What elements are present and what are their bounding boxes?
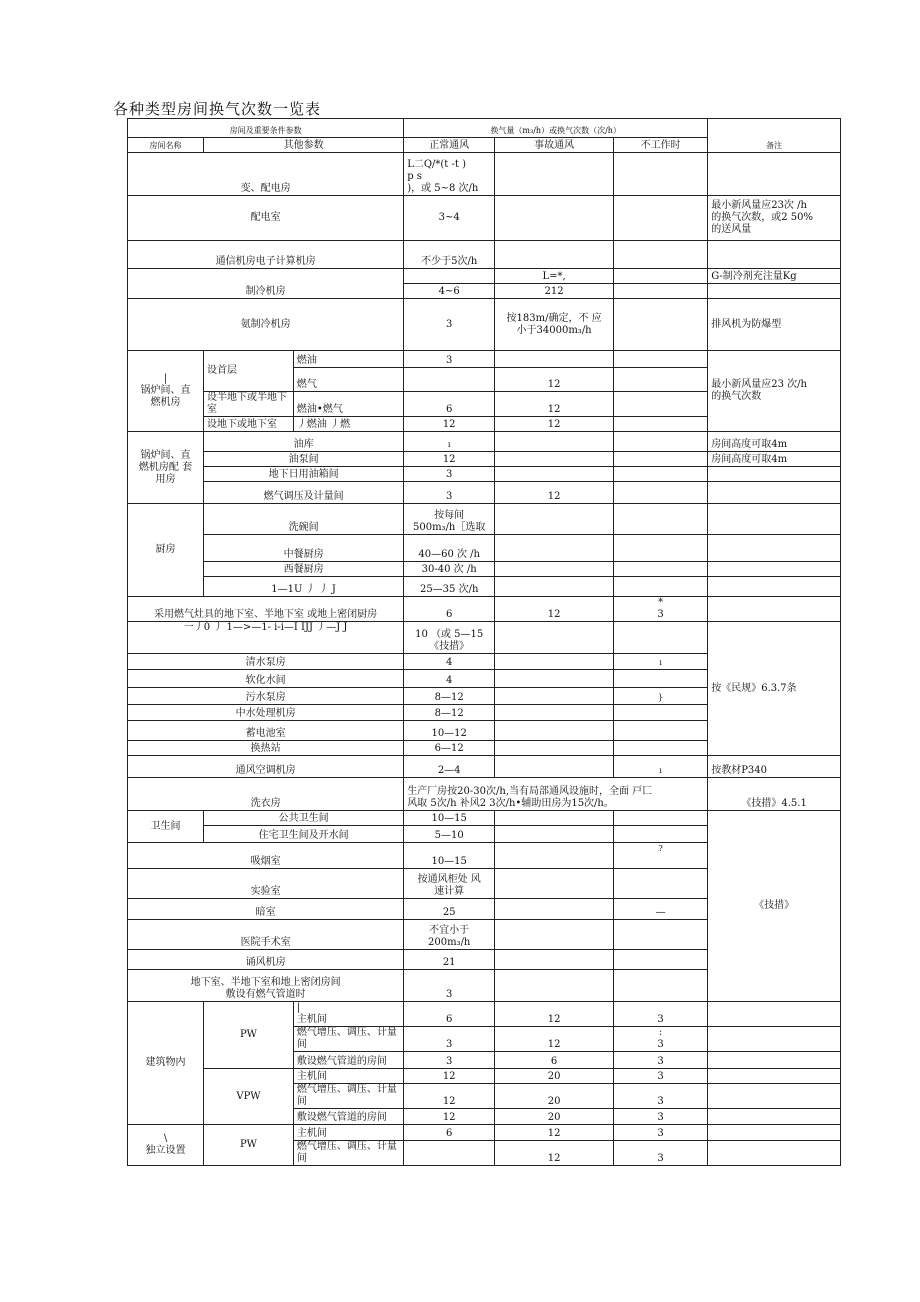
table-cell: 12: [404, 1069, 495, 1084]
table-cell: 正常通风: [404, 138, 495, 153]
table-cell: —: [613, 899, 707, 920]
table-row: [128, 622, 841, 654]
table-cell: 地下室、半地下室和地上密闭房间 敷设有燃气管道时: [128, 970, 404, 1002]
table-cell: 厨房: [128, 504, 204, 597]
table-cell: [613, 970, 707, 1002]
table-cell: [613, 467, 707, 482]
table-cell: 住宅卫生间及开水间: [204, 826, 404, 843]
table-cell: [495, 811, 614, 826]
table-cell: 212: [495, 284, 614, 299]
table-cell: 1—1U 丿 丿 J: [204, 577, 404, 597]
table-cell: | 锅炉间、直 燃机房: [128, 351, 204, 432]
table-cell: 5—10: [404, 826, 495, 843]
table-cell: 吸烟室: [128, 843, 404, 869]
table-cell: G-制冷剂充注量Kg: [708, 269, 841, 284]
table-cell: [613, 577, 707, 597]
header-vol-cell: 换气量（m₃/h）或换气次数（次/h）: [404, 119, 708, 138]
table-cell: 3: [613, 1125, 707, 1141]
table-cell: [613, 622, 707, 654]
table-row: [128, 811, 841, 826]
table-cell: [708, 153, 841, 196]
table-cell: [495, 899, 614, 920]
table-cell: 6: [404, 597, 495, 622]
table-cell: 房间高度可取4m: [708, 432, 841, 452]
table-cell: PW: [204, 1125, 294, 1166]
table-cell: [404, 269, 495, 284]
table-cell: 按教材P340: [708, 756, 841, 778]
table-row: [128, 452, 841, 467]
table-cell: 污水泵房: [128, 688, 404, 705]
table-cell: [708, 577, 841, 597]
table-cell: 3: [613, 1002, 707, 1027]
table-cell: 8—12: [404, 688, 495, 705]
table-row: [128, 597, 841, 622]
table-cell: [708, 482, 841, 504]
table-row: [128, 153, 841, 196]
table-cell: 燃气增压、调压、计量间: [293, 1141, 403, 1166]
table-cell: 25—35 次/h: [404, 577, 495, 597]
table-cell: 卫生间: [128, 811, 204, 843]
table-cell: [613, 670, 707, 688]
table-cell: 油泵间: [204, 452, 404, 467]
table-cell: 洗碗间: [204, 504, 404, 535]
table-cell: 12: [495, 482, 614, 504]
table-cell: 3: [404, 1052, 495, 1069]
table-cell: L二Q/*(t -t ) p s )，或 5~8 次/h: [404, 153, 495, 196]
table-cell: 氨制冷机房: [128, 299, 404, 351]
table-cell: 房间名称: [128, 138, 204, 153]
table-cell: 燃气增压、调压、计量间: [293, 1084, 403, 1109]
table-cell: [708, 1027, 841, 1052]
table-row: [128, 535, 841, 562]
table-cell: [613, 452, 707, 467]
table-cell: 按通风柜处 风 速计算: [404, 869, 495, 899]
table-cell: 房间高度可取4m: [708, 452, 841, 467]
table-cell: 燃气: [293, 368, 403, 392]
table-cell: 生产厂房按20-30次/h,当有局部通风设施时，全面 戸匸 风取 5次/h 补风2 3次/h•辅助田房为15次/h。: [404, 778, 708, 811]
table-cell: 12: [495, 1125, 614, 1141]
table-cell: * 3: [613, 597, 707, 622]
table-cell: 20: [495, 1109, 614, 1125]
table-cell: [708, 562, 841, 577]
table-cell: 12: [495, 392, 614, 417]
document-title: 各种类型房间换气次数一览表: [113, 100, 322, 118]
table-cell: [495, 970, 614, 1002]
table-header-row: [128, 119, 841, 138]
table-cell: 2—4: [404, 756, 495, 778]
table-row: [128, 1002, 841, 1027]
table-cell: 通风空调机房: [128, 756, 404, 778]
table-cell: 3: [613, 1052, 707, 1069]
table-cell: [495, 577, 614, 597]
table-cell: 不少于5次/h: [404, 241, 495, 269]
table-cell: 30-40 次 /h: [404, 562, 495, 577]
header-remark-cell: 备注: [708, 119, 841, 153]
table-cell: 清水泵房: [128, 654, 404, 670]
table-cell: 12: [404, 1109, 495, 1125]
table-cell: ı: [613, 756, 707, 778]
table-cell: [495, 504, 614, 535]
table-body: [128, 119, 841, 1166]
table-cell: 燃油•燃气: [293, 392, 403, 417]
table-cell: 按《民规》6.3.7条: [708, 622, 841, 756]
table-cell: [495, 241, 614, 269]
table-cell: [708, 1069, 841, 1084]
table-cell: [708, 1125, 841, 1141]
table-cell: 4~6: [404, 284, 495, 299]
table-cell: 10 （或 5—15 《技措》: [404, 622, 495, 654]
table-cell: [404, 368, 495, 392]
table-cell: [613, 432, 707, 452]
table-cell: | 主机间: [293, 1002, 403, 1027]
table-cell: 设地下或地下室: [204, 417, 294, 432]
table-row: [128, 504, 841, 535]
table-cell: [613, 368, 707, 392]
table-cell: 6: [404, 1002, 495, 1027]
table-cell: 按每间 500m₃/h［选取: [404, 504, 495, 535]
table-cell: 12: [495, 368, 614, 392]
table-cell: 软化水间: [128, 670, 404, 688]
table-cell: 10—15: [404, 811, 495, 826]
table-cell: 3: [404, 482, 495, 504]
table-cell: 3: [404, 467, 495, 482]
table-cell: [708, 1141, 841, 1166]
table-cell: 3: [404, 970, 495, 1002]
table-cell: [613, 482, 707, 504]
table-cell: [613, 269, 707, 284]
table-cell: [613, 504, 707, 535]
table-cell: 通信机房电子计算机房: [128, 241, 404, 269]
table-cell: 事故通风: [495, 138, 614, 153]
table-cell: 锅炉间、直 燃机房配 套 用房: [128, 432, 204, 504]
table-cell: 10—15: [404, 843, 495, 869]
table-cell: [613, 920, 707, 950]
table-cell: 3: [404, 351, 495, 368]
table-cell: 丿燃油 丿燃: [293, 417, 403, 432]
table-cell: 中水处理机房: [128, 705, 404, 721]
table-cell: 蓄电池室: [128, 721, 404, 741]
table-cell: 换热站: [128, 741, 404, 756]
table-cell: [708, 535, 841, 562]
table-cell: [613, 284, 707, 299]
table-cell: 一丿0 丿 1—>—1- i-i—I IJJ 丿—J J: [128, 622, 404, 654]
table-cell: 25: [404, 899, 495, 920]
table-cell: 12: [404, 452, 495, 467]
table-cell: 3: [404, 299, 495, 351]
table-cell: [708, 1052, 841, 1069]
table-cell: 12: [495, 1141, 614, 1166]
table-row: [128, 1069, 841, 1084]
table-cell: [613, 241, 707, 269]
table-cell: [495, 535, 614, 562]
table-cell: 西餐厨房: [204, 562, 404, 577]
table-cell: [495, 153, 614, 196]
table-cell: 6: [404, 1125, 495, 1141]
table-cell: [495, 654, 614, 670]
table-cell: 12: [495, 597, 614, 622]
table-cell: 按183m/确定，不 应 小于34000m₃/h: [495, 299, 614, 351]
table-cell: 20: [495, 1084, 614, 1109]
table-cell: 制冷机房: [128, 269, 404, 299]
table-cell: [613, 950, 707, 970]
table-cell: [495, 721, 614, 741]
table-row: [128, 269, 841, 284]
table-row: [128, 241, 841, 269]
table-cell: ?: [613, 843, 707, 869]
table-cell: [708, 241, 841, 269]
table-cell: 其他参数: [204, 138, 404, 153]
table-cell: [708, 1109, 841, 1125]
table-cell: 洗衣房: [128, 778, 404, 811]
table-cell: [495, 843, 614, 869]
table-cell: [613, 826, 707, 843]
table-row: [128, 196, 841, 241]
table-cell: 21: [404, 950, 495, 970]
table-cell: 4: [404, 654, 495, 670]
table-cell: [495, 622, 614, 654]
table-cell: [708, 1002, 841, 1027]
table-cell: [495, 920, 614, 950]
table-row: [128, 577, 841, 597]
table-cell: 变、配电房: [128, 153, 404, 196]
table-cell: 设首层: [204, 351, 294, 392]
table-cell: [495, 756, 614, 778]
table-cell: 诵风机房: [128, 950, 404, 970]
table-cell: 排风机为防爆型: [708, 299, 841, 351]
table-cell: 12: [495, 1027, 614, 1052]
table-cell: [708, 597, 841, 622]
table-cell: [708, 504, 841, 535]
table-cell: 主机间: [293, 1069, 403, 1084]
table-row: [128, 467, 841, 482]
table-cell: [495, 196, 614, 241]
table-cell: [613, 417, 707, 432]
table-cell: [708, 467, 841, 482]
table-row: [128, 351, 841, 368]
table-cell: L=*,: [495, 269, 614, 284]
table-cell: [495, 432, 614, 452]
table-cell: 12: [495, 1002, 614, 1027]
table-cell: 最小新风量应23次 /h 的换气次数，或2 50% 的送风量: [708, 196, 841, 241]
table-cell: 医院手术室: [128, 920, 404, 950]
table-row: [128, 562, 841, 577]
table-cell: 燃气增压、调压、计量间: [293, 1027, 403, 1052]
table-cell: 敷设燃气管道的房间: [293, 1109, 403, 1125]
table-cell: 暗室: [128, 899, 404, 920]
table-cell: 3: [613, 1109, 707, 1125]
table-cell: [613, 392, 707, 417]
table-cell: 12: [404, 1084, 495, 1109]
table-row: [128, 778, 841, 811]
table-cell: 4: [404, 670, 495, 688]
table-cell: [613, 153, 707, 196]
table-cell: [495, 741, 614, 756]
table-cell: 实验室: [128, 869, 404, 899]
table-cell: 3: [613, 1141, 707, 1166]
ventilation-rate-table: [127, 118, 841, 1166]
table-cell: ı: [613, 654, 707, 670]
table-cell: [613, 869, 707, 899]
table-cell: 12: [404, 417, 495, 432]
table-cell: 6: [404, 392, 495, 417]
table-cell: 采用燃气灶具的地下室、半地下室 或地上密闭厨房: [128, 597, 404, 622]
table-cell: [495, 670, 614, 688]
table-cell: \ 独立设置: [128, 1125, 204, 1166]
table-row: [128, 432, 841, 452]
table-cell: [613, 535, 707, 562]
table-cell: 3: [404, 1027, 495, 1052]
table-row: [128, 299, 841, 351]
table-cell: [495, 452, 614, 467]
table-cell: PW: [204, 1002, 294, 1069]
table-cell: 6: [495, 1052, 614, 1069]
table-cell: 中餐厨房: [204, 535, 404, 562]
table-cell: 12: [495, 417, 614, 432]
table-cell: [495, 950, 614, 970]
header-cond-cell: 房间及重要条件参数: [128, 119, 404, 138]
table-cell: 《技措》4.5.1: [708, 778, 841, 811]
table-cell: [613, 741, 707, 756]
table-cell: [708, 1084, 841, 1109]
table-row: [128, 1125, 841, 1141]
table-cell: 公共卫生间: [204, 811, 404, 826]
table-cell: VPW: [204, 1069, 294, 1125]
table-cell: 6—12: [404, 741, 495, 756]
table-cell: [613, 721, 707, 741]
table-cell: 燃气调压及计量间: [204, 482, 404, 504]
table-cell: 3: [613, 1084, 707, 1109]
table-cell: 8—12: [404, 705, 495, 721]
table-cell: 10—12: [404, 721, 495, 741]
table-cell: 敷设燃气管道的房间: [293, 1052, 403, 1069]
table-cell: [613, 299, 707, 351]
table-cell: [708, 284, 841, 299]
table-cell: 配电室: [128, 196, 404, 241]
table-cell: [613, 705, 707, 721]
table-cell: 主机间: [293, 1125, 403, 1141]
table-cell: 《技措》: [708, 811, 841, 1002]
table-cell: [495, 688, 614, 705]
table-cell: 最小新风量应23 次/h 的换气次数: [708, 351, 841, 432]
table-cell: ı: [404, 432, 495, 452]
table-cell: 燃油: [293, 351, 403, 368]
table-cell: }: [613, 688, 707, 705]
table-cell: 20: [495, 1069, 614, 1084]
table-cell: 不宜小于 200m₃/h: [404, 920, 495, 950]
table-cell: [495, 826, 614, 843]
table-cell: [495, 705, 614, 721]
table-cell: [495, 562, 614, 577]
table-cell: 油库: [204, 432, 404, 452]
table-cell: [495, 869, 614, 899]
table-cell: : 3: [613, 1027, 707, 1052]
table-cell: [613, 811, 707, 826]
table-cell: [404, 1141, 495, 1166]
table-cell: 不工作时: [613, 138, 707, 153]
table-cell: 3: [613, 1069, 707, 1084]
table-cell: 设半地下或半地下室: [204, 392, 294, 417]
table-cell: [495, 467, 614, 482]
table-cell: 40—60 次 /h: [404, 535, 495, 562]
table-cell: [495, 351, 614, 368]
table-cell: 3~4: [404, 196, 495, 241]
table-row: [128, 482, 841, 504]
table-cell: 地下日用油箱间: [204, 467, 404, 482]
table-cell: [613, 562, 707, 577]
table-row: [128, 756, 841, 778]
table-cell: [613, 351, 707, 368]
table-cell: 建筑物内: [128, 1002, 204, 1125]
table-cell: [613, 196, 707, 241]
